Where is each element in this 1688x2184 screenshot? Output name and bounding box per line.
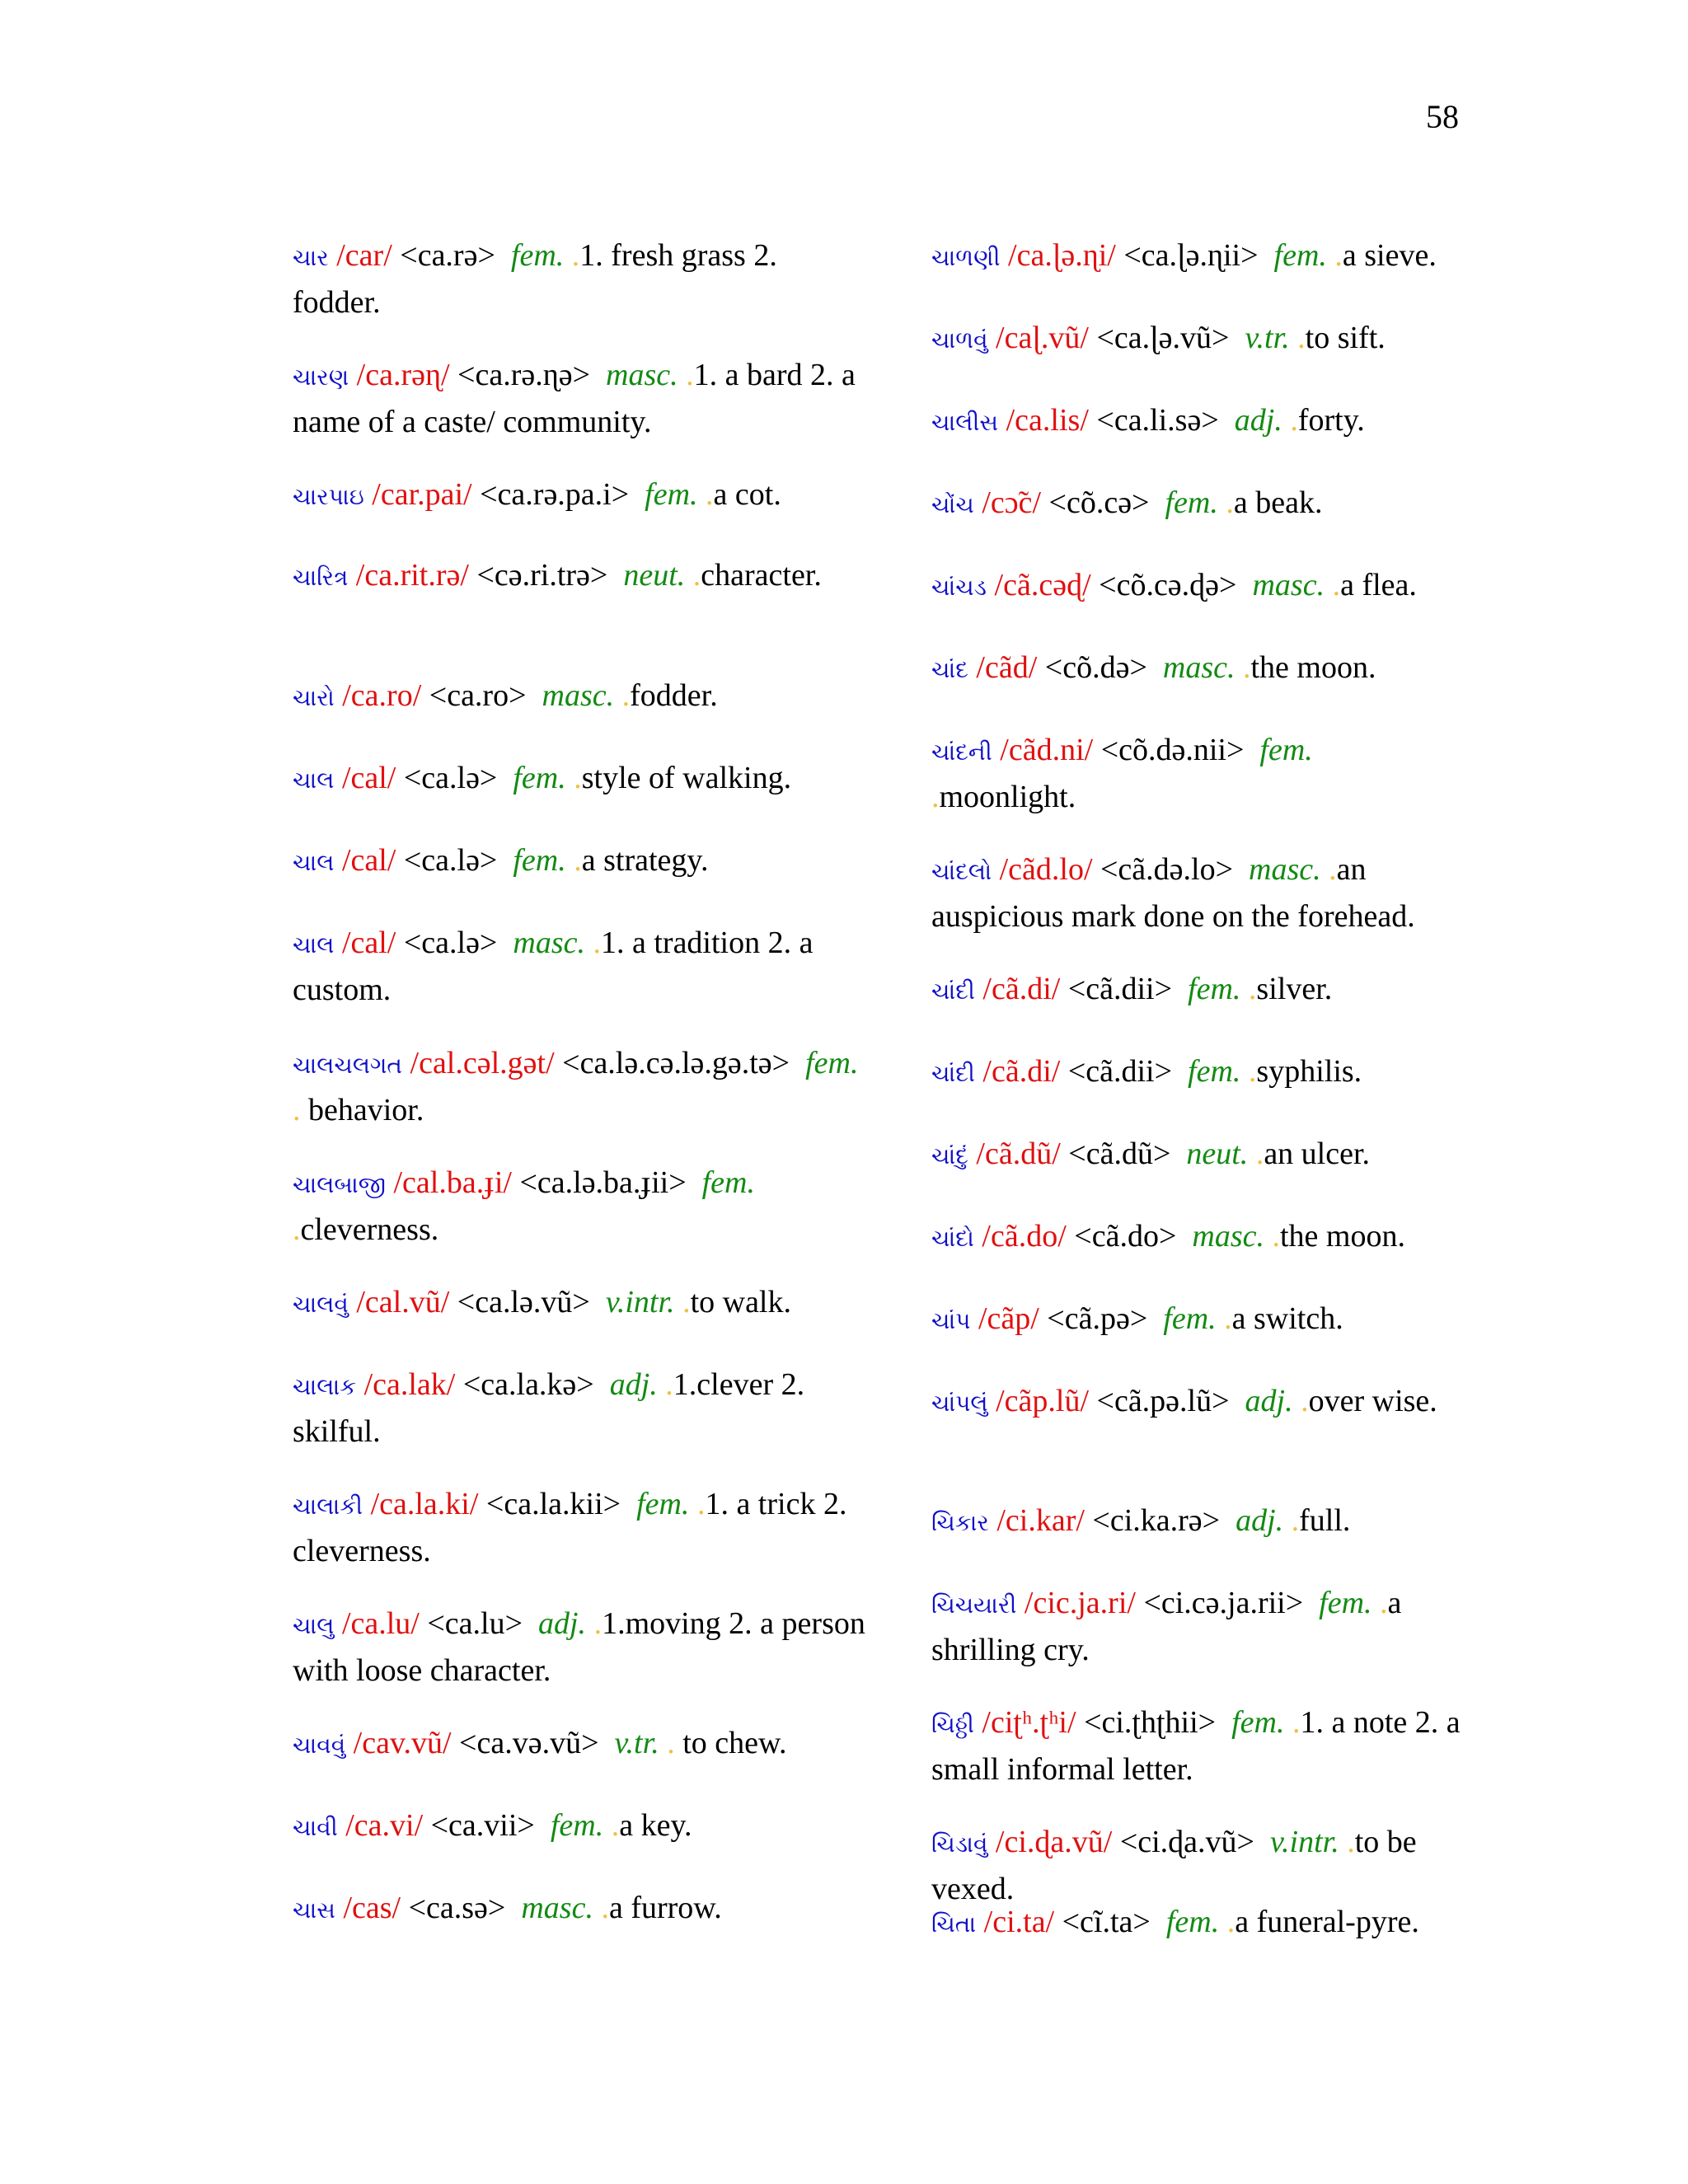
definition: syphilis. <box>1256 1054 1362 1089</box>
definition: a beak. <box>1233 485 1323 520</box>
gujarati-headword: ચાલાકી <box>293 1493 363 1520</box>
phonemic-transcription: /ca.ro/ <box>342 678 422 713</box>
dictionary-entry: ચારિત્ર /ca.rit.rə/ <cə.ri.trə> neut. .character. <box>293 558 822 593</box>
dictionary-entry: ચાલવું /cal.vũ/ <ca.lə.vũ> v.intr. .to walk. <box>293 1285 791 1319</box>
transliteration: <ca.rə.ɳə> <box>457 358 591 392</box>
definition: 1. a trick 2. cleverness. <box>293 1487 847 1568</box>
definition: a key. <box>619 1808 692 1843</box>
transliteration: <ca.lə> <box>403 761 498 795</box>
definition: to walk. <box>690 1285 791 1319</box>
phonemic-transcription: /caɭ.vũ/ <box>996 321 1089 355</box>
dictionary-entry: ચિતા /ci.ta/ <cĩ.ta> fem. .a funeral-pyre. <box>931 1905 1419 1939</box>
definition: a strategy. <box>581 843 709 878</box>
transliteration: <cĩ.ta> <box>1062 1905 1151 1939</box>
gujarati-headword: ચિતા <box>931 1910 977 1938</box>
transliteration: <ci.ʈhʈhii> <box>1084 1705 1217 1740</box>
part-of-speech: masc. <box>513 926 585 960</box>
gujarati-headword: ચારો <box>293 684 335 711</box>
dictionary-entry: ચાલ /cal/ <ca.lə> fem. .a strategy. <box>293 843 709 878</box>
phonemic-transcription: /cal/ <box>341 926 396 960</box>
transliteration: <ca.və.vũ> <box>459 1726 599 1760</box>
part-of-speech: fem. <box>1259 733 1313 767</box>
gujarati-headword: ચાલુ <box>293 1612 335 1639</box>
definition: silver. <box>1256 972 1333 1006</box>
transliteration: <ca.ɭə.vũ> <box>1096 321 1230 355</box>
transliteration: <cã.pə.lũ> <box>1096 1384 1230 1418</box>
gujarati-headword: ચાસ <box>293 1896 335 1924</box>
part-of-speech: fem. <box>805 1046 859 1080</box>
dictionary-entry: ચિઠ્ઠી /ciʈʰ.ʈʰi/ <ci.ʈhʈhii> fem. .1. a note 2. a small informal letter. <box>931 1705 1461 1787</box>
dictionary-entry: ચાલ /cal/ <ca.lə> fem. .style of walking. <box>293 761 792 795</box>
definition: a flea. <box>1340 568 1417 602</box>
dictionary-entry: ચારપાઇ /car.pai/ <ca.rə.pa.i> fem. .a cot. <box>293 477 781 512</box>
part-of-speech: adj. <box>1245 1384 1293 1418</box>
phonemic-transcription: /ca.lis/ <box>1006 403 1089 438</box>
definition: a cot. <box>713 477 781 512</box>
transliteration: <ci.cə.ja.rii> <box>1143 1586 1304 1620</box>
dictionary-entry: ચાંદ /cãd/ <cõ.də> masc. .the moon. <box>931 650 1376 685</box>
gujarati-headword: ચાલાક <box>293 1373 357 1400</box>
gujarati-headword: ચારપાઇ <box>293 483 364 510</box>
part-of-speech: fem. <box>636 1487 690 1521</box>
definition: an auspicious mark done on the forehead. <box>931 852 1415 934</box>
transliteration: <cõ.cə> <box>1048 485 1150 520</box>
phonemic-transcription: /ciʈʰ.ʈʰi/ <box>982 1705 1076 1740</box>
definition: 1. a note 2. a small informal letter. <box>931 1705 1461 1787</box>
dictionary-entry: ચાલચલગત /cal.cəl.gət/ <ca.lə.cə.lə.gə.tə> fem. . behavior. <box>293 1046 859 1127</box>
part-of-speech: masc. <box>1252 568 1325 602</box>
phonemic-transcription: /ca.rəɳ/ <box>356 358 450 392</box>
definition: fodder. <box>630 678 718 713</box>
transliteration: <cã.dii> <box>1067 1054 1173 1089</box>
part-of-speech: adj. <box>1234 403 1282 438</box>
part-of-speech: neut. <box>1186 1137 1249 1171</box>
transliteration: <cõ.də> <box>1044 650 1147 685</box>
definition: the moon. <box>1279 1219 1405 1254</box>
phonemic-transcription: /ca.ɭə.ɳi/ <box>1008 238 1116 273</box>
part-of-speech: v.tr. <box>614 1726 659 1760</box>
definition: to chew. <box>674 1726 787 1760</box>
phonemic-transcription: /cav.vũ/ <box>353 1726 452 1760</box>
gujarati-headword: ચાવી <box>293 1814 338 1841</box>
dictionary-entry: ચાંદો /cã.do/ <cã.do> masc. .the moon. <box>931 1219 1405 1254</box>
part-of-speech: fem. <box>1231 1705 1285 1740</box>
dictionary-entry: ચિચયારી /cic.ja.ri/ <ci.cə.ja.rii> fem. .a shrilling cry. <box>931 1586 1402 1667</box>
gujarati-headword: ચાલચલગત <box>293 1052 403 1079</box>
definition: 1.clever 2. skilful. <box>293 1367 805 1449</box>
part-of-speech: neut. <box>623 558 686 593</box>
gujarati-headword: ચિઠ્ઠી <box>931 1711 974 1738</box>
phonemic-transcription: /ca.rit.rə/ <box>355 558 469 593</box>
gujarati-headword: ચારિત્ર <box>293 564 349 591</box>
transliteration: <ca.li.sə> <box>1096 403 1219 438</box>
definition: a switch. <box>1231 1301 1343 1336</box>
dictionary-entry: ચાંદી /cã.di/ <cã.dii> fem. .syphilis. <box>931 1054 1362 1089</box>
transliteration: <ca.rə.pa.i> <box>480 477 630 512</box>
phonemic-transcription: /cic.ja.ri/ <box>1024 1586 1136 1620</box>
part-of-speech: fem. <box>513 761 566 795</box>
part-of-speech: fem. <box>1165 1905 1220 1939</box>
part-of-speech: fem. <box>510 238 565 273</box>
dictionary-entry: ચાલુ /ca.lu/ <ca.lu> adj. .1.moving 2. a person with loose character. <box>293 1606 865 1688</box>
transliteration: <ca.lə.cə.lə.gə.tə> <box>562 1046 790 1080</box>
transliteration: <ci.ka.rə> <box>1092 1503 1221 1538</box>
phonemic-transcription: /cã.di/ <box>982 972 1061 1006</box>
phonemic-transcription: /cal/ <box>341 761 396 795</box>
transliteration: <cã.pə> <box>1047 1301 1148 1336</box>
part-of-speech: adj. <box>1236 1503 1284 1538</box>
gujarati-headword: ચાંદી <box>931 1060 975 1087</box>
transliteration: <ca.ɭə.ɳii> <box>1123 238 1259 273</box>
part-of-speech: fem. <box>550 1808 604 1843</box>
definition: forty. <box>1297 403 1365 438</box>
part-of-speech: fem. <box>1163 1301 1217 1336</box>
gujarati-headword: ચાંપ <box>931 1307 971 1334</box>
gujarati-headword: ચાલ <box>293 849 335 876</box>
dictionary-entry: ચિડાવું /ci.ɖa.vũ/ <ci.ɖa.vũ> v.intr. .to be vexed. <box>931 1825 1417 1906</box>
transliteration: <ci.ɖa.vũ> <box>1119 1825 1254 1859</box>
transliteration: <ca.la.kə> <box>462 1367 594 1402</box>
gujarati-headword: ચાલીસ <box>931 409 999 436</box>
definition: a furrow. <box>608 1891 722 1925</box>
definition: behavior. <box>300 1093 424 1127</box>
transliteration: <ca.la.kii> <box>485 1487 621 1521</box>
phonemic-transcription: /ci.ɖa.vũ/ <box>995 1825 1113 1859</box>
definition: character. <box>701 558 822 593</box>
dictionary-entry: ચાવવું /cav.vũ/ <ca.və.vũ> v.tr. . to chew. <box>293 1726 787 1760</box>
gujarati-headword: ચિચયારી <box>931 1591 1017 1619</box>
part-of-speech: adj. <box>538 1606 587 1641</box>
definition: the moon. <box>1250 650 1376 685</box>
phonemic-transcription: /ci.ta/ <box>983 1905 1055 1939</box>
definition: full. <box>1299 1503 1351 1538</box>
dictionary-entry: ચાલાક /ca.lak/ <ca.la.kə> adj. .1.clever 2. skilful. <box>293 1367 805 1449</box>
phonemic-transcription: /ca.lu/ <box>341 1606 420 1641</box>
dictionary-entry: ચાંદી /cã.di/ <cã.dii> fem. .silver. <box>931 972 1333 1006</box>
definition: 1. fresh grass 2. fodder. <box>293 238 777 320</box>
gujarati-headword: ચાંચડ <box>931 574 987 601</box>
dictionary-entry: ચાલ /cal/ <ca.lə> masc. .1. a tradition 2. a custom. <box>293 926 814 1007</box>
phonemic-transcription: /cɔ̃c/ <box>982 485 1042 520</box>
definition: cleverness. <box>300 1212 439 1247</box>
part-of-speech: v.tr. <box>1245 321 1290 355</box>
part-of-speech: masc. <box>1192 1219 1264 1254</box>
transliteration: <ca.lə> <box>403 926 498 960</box>
definition: moonlight. <box>939 780 1076 814</box>
phonemic-transcription: /cal.vũ/ <box>356 1285 450 1319</box>
phonemic-transcription: /car/ <box>336 238 392 273</box>
definition: to sift. <box>1305 321 1386 355</box>
part-of-speech: fem. <box>1319 1586 1372 1620</box>
phonemic-transcription: /cal.cəl.gət/ <box>410 1046 555 1080</box>
dictionary-entry: ચાળવું /caɭ.vũ/ <ca.ɭə.vũ> v.tr. .to sift. <box>931 321 1386 355</box>
dictionary-entry: ચાર /car/ <ca.rə> fem. .1. fresh grass 2. fodder. <box>293 238 777 320</box>
gujarati-headword: ચિકાર <box>931 1509 989 1536</box>
dictionary-entry: ચાંપલું /cãp.lũ/ <cã.pə.lũ> adj. .over wise. <box>931 1384 1437 1418</box>
dictionary-entry: ચાંપ /cãp/ <cã.pə> fem. .a switch. <box>931 1301 1343 1336</box>
gujarati-headword: ચાલ <box>293 766 335 794</box>
gujarati-headword: ચાળણી <box>931 244 1001 271</box>
phonemic-transcription: /ci.kar/ <box>996 1503 1085 1538</box>
gujarati-headword: ચાંદો <box>931 1225 974 1252</box>
phonemic-transcription: /cãd.ni/ <box>1000 733 1094 767</box>
part-of-speech: masc. <box>1249 852 1321 887</box>
phonemic-transcription: /cãd.lo/ <box>999 852 1093 887</box>
transliteration: <cã.do> <box>1074 1219 1177 1254</box>
definition: 1.moving 2. a person with loose character. <box>293 1606 865 1688</box>
gujarati-headword: ચાર <box>293 244 329 271</box>
gujarati-headword: ચિડાવું <box>931 1830 988 1858</box>
transliteration: <cõ.cə.ɖə> <box>1099 568 1237 602</box>
gujarati-headword: ચાલવું <box>293 1291 349 1318</box>
phonemic-transcription: /cã.dũ/ <box>976 1137 1061 1171</box>
transliteration: <ca.lə.vũ> <box>457 1285 590 1319</box>
phonemic-transcription: /cã.do/ <box>982 1219 1067 1254</box>
transliteration: <ca.lu> <box>427 1606 523 1641</box>
gujarati-headword: ચાંપલું <box>931 1390 988 1417</box>
part-of-speech: masc. <box>606 358 678 392</box>
dictionary-entry: ચાંદલો /cãd.lo/ <cã.də.lo> masc. .an auspicious mark done on the forehead. <box>931 852 1415 934</box>
dictionary-entry: ચાવી /ca.vi/ <ca.vii> fem. .a key. <box>293 1808 692 1843</box>
part-of-speech: v.intr. <box>1269 1825 1339 1859</box>
dictionary-entry: ચિકાર /ci.kar/ <ci.ka.rə> adj. .full. <box>931 1503 1351 1538</box>
phonemic-transcription: /cã.di/ <box>982 1054 1061 1089</box>
dictionary-entry: ચારણ /ca.rəɳ/ <ca.rə.ɳə> masc. .1. a bard 2. a name of a caste/ community. <box>293 358 856 439</box>
phonemic-transcription: /ca.lak/ <box>363 1367 456 1402</box>
phonemic-transcription: /cã.cəɖ/ <box>994 568 1091 602</box>
gujarati-headword: ચાંદી <box>931 977 975 1005</box>
gujarati-headword: ચોંચ <box>931 491 974 518</box>
dictionary-entry: ચાંચડ /cã.cəɖ/ <cõ.cə.ɖə> masc. .a flea. <box>931 568 1417 602</box>
dictionary-entry: ચારો /ca.ro/ <ca.ro> masc. .fodder. <box>293 678 718 713</box>
part-of-speech: masc. <box>542 678 615 713</box>
part-of-speech: masc. <box>521 1891 593 1925</box>
gujarati-headword: ચારણ <box>293 363 349 391</box>
dictionary-entry: ચાલાકી /ca.la.ki/ <ca.la.kii> fem. .1. a trick 2. cleverness. <box>293 1487 847 1568</box>
part-of-speech: fem. <box>1188 1054 1241 1089</box>
page-number: 58 <box>1426 98 1459 135</box>
gujarati-headword: ચાંદ <box>931 656 968 683</box>
definition: to be vexed. <box>931 1825 1417 1906</box>
phonemic-transcription: /cãd/ <box>976 650 1038 685</box>
phonemic-transcription: /cãp/ <box>978 1301 1039 1336</box>
phonemic-transcription: /cal/ <box>341 843 396 878</box>
dictionary-entry: ચોંચ /cɔ̃c/ <cõ.cə> fem. .a beak. <box>931 485 1323 520</box>
gujarati-headword: ચાંદની <box>931 738 992 766</box>
gujarati-headword: ચાળવું <box>931 326 988 354</box>
transliteration: <ca.ro> <box>429 678 527 713</box>
transliteration: <ca.lə> <box>403 843 498 878</box>
gujarati-headword: ચાંદલો <box>931 858 992 885</box>
part-of-speech: fem. <box>1165 485 1218 520</box>
definition: 1. a tradition 2. a custom. <box>293 926 814 1007</box>
transliteration: <cã.dii> <box>1067 972 1173 1006</box>
gujarati-headword: ચાલબાજી <box>293 1171 386 1198</box>
part-of-speech: fem. <box>513 843 566 878</box>
gujarati-headword: ચાલ <box>293 931 335 958</box>
definition: an ulcer. <box>1264 1137 1371 1171</box>
gujarati-headword: ચાવવું <box>293 1732 346 1759</box>
part-of-speech: masc. <box>1162 650 1236 685</box>
part-of-speech: fem. <box>1273 238 1327 273</box>
part-of-speech: fem. <box>645 477 698 512</box>
dictionary-entry: ચાળણી /ca.ɭə.ɳi/ <ca.ɭə.ɳii> fem. .a sieve. <box>931 238 1437 273</box>
dictionary-entry: ચાંદની /cãd.ni/ <cõ.də.nii> fem. .moonlight. <box>931 733 1313 814</box>
definition: over wise. <box>1308 1384 1437 1418</box>
transliteration: <cã.də.lo> <box>1100 852 1234 887</box>
transliteration: <cə.ri.trə> <box>476 558 608 593</box>
definition: a shrilling cry. <box>931 1586 1402 1667</box>
phonemic-transcription: /ca.vi/ <box>345 1808 424 1843</box>
phonemic-transcription: /ca.la.ki/ <box>370 1487 479 1521</box>
dictionary-entry: ચાલીસ /ca.lis/ <ca.li.sə> adj. .forty. <box>931 403 1365 438</box>
transliteration: <ca.sə> <box>408 1891 506 1925</box>
definition: a funeral-pyre. <box>1235 1905 1419 1939</box>
gujarati-headword: ચાંદું <box>931 1142 968 1169</box>
definition: style of walking. <box>581 761 792 795</box>
part-of-speech: adj. <box>609 1367 658 1402</box>
transliteration: <ca.vii> <box>430 1808 535 1843</box>
transliteration: <cã.dũ> <box>1068 1137 1171 1171</box>
phonemic-transcription: /car.pai/ <box>372 477 472 512</box>
transliteration: <ca.lə.ba.ɟii> <box>519 1165 687 1200</box>
dictionary-entry: ચાલબાજી /cal.ba.ɟi/ <ca.lə.ba.ɟii> fem. .cleverness. <box>293 1165 755 1247</box>
part-of-speech: fem. <box>1188 972 1241 1006</box>
definition: a sieve. <box>1342 238 1437 273</box>
part-of-speech: fem. <box>701 1165 755 1200</box>
phonemic-transcription: /cas/ <box>343 1891 401 1925</box>
dictionary-entry: ચાસ /cas/ <ca.sə> masc. .a furrow. <box>293 1891 722 1925</box>
part-of-speech: v.intr. <box>605 1285 675 1319</box>
definition: 1. a bard 2. a name of a caste/ community. <box>293 358 856 439</box>
transliteration: <cõ.də.nii> <box>1100 733 1245 767</box>
dictionary-entry: ચાંદું /cã.dũ/ <cã.dũ> neut. .an ulcer. <box>931 1137 1371 1171</box>
phonemic-transcription: /cãp.lũ/ <box>996 1384 1090 1418</box>
transliteration: <ca.rə> <box>400 238 495 273</box>
phonemic-transcription: /cal.ba.ɟi/ <box>393 1165 512 1200</box>
